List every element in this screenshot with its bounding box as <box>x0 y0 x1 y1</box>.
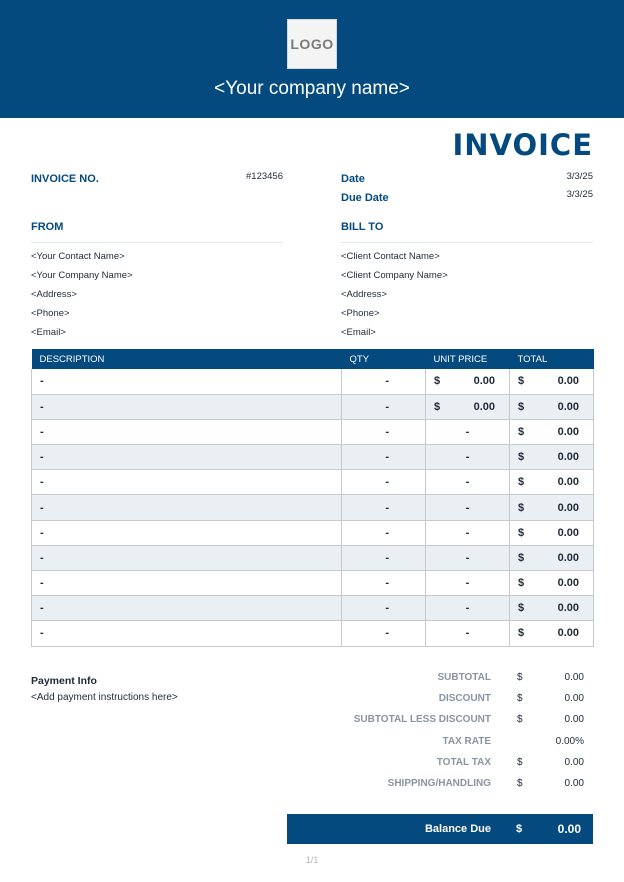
item-unit-price: - <box>465 501 470 514</box>
item-description: - <box>32 394 342 419</box>
line-items-table <box>31 349 594 647</box>
item-unit-price-currency: $ <box>434 375 441 388</box>
item-unit-price: - <box>465 577 470 590</box>
summary-value: 0.00% <box>555 736 584 747</box>
item-total-cell <box>510 445 594 470</box>
item-total-currency: $ <box>518 375 525 388</box>
item-total-cell <box>510 621 594 646</box>
item-total-cell <box>510 369 594 394</box>
bill-to-divider <box>341 242 593 243</box>
item-unit-price-cell <box>426 445 510 470</box>
item-description: - <box>32 545 342 570</box>
table-row <box>32 596 594 621</box>
table-row <box>32 621 594 646</box>
summary-label: DISCOUNT <box>438 693 491 704</box>
item-total: 0.00 <box>557 375 579 388</box>
item-total-cell <box>510 545 594 570</box>
item-qty: - <box>342 419 426 444</box>
item-unit-price: - <box>465 551 470 564</box>
item-total: 0.00 <box>557 400 579 413</box>
from-divider <box>31 242 283 243</box>
item-qty: - <box>342 445 426 470</box>
table-row <box>32 545 594 570</box>
payment-instructions: <Add payment instructions here> <box>31 692 178 703</box>
item-total-currency: $ <box>518 476 525 489</box>
summary-label: TAX RATE <box>442 736 491 747</box>
item-unit-price: - <box>465 451 470 464</box>
due-date-label: Due Date <box>341 192 389 204</box>
balance-due-label: Balance Due <box>424 823 491 835</box>
bill-to-contact-name: <Client Contact Name> <box>341 251 440 262</box>
item-unit-price: - <box>465 425 470 438</box>
item-unit-price-currency: $ <box>434 400 441 413</box>
table-header-row <box>32 349 594 369</box>
item-unit-price: 0.00 <box>473 400 495 413</box>
summary-value: 0.00 <box>564 757 584 768</box>
column-header-qty: QTY <box>342 349 426 369</box>
invoice-number-label: INVOICE NO. <box>31 173 99 185</box>
item-total: 0.00 <box>557 602 579 615</box>
summary-row <box>290 714 584 730</box>
item-total-currency: $ <box>518 451 525 464</box>
from-address: <Address> <box>31 289 77 300</box>
item-description: - <box>32 445 342 470</box>
item-total-cell <box>510 470 594 495</box>
table-row <box>32 470 594 495</box>
summary-label: SHIPPING/HANDLING <box>387 778 491 789</box>
item-unit-price-cell <box>426 621 510 646</box>
bill-to-address: <Address> <box>341 289 387 300</box>
summary-label: SUBTOTAL <box>437 672 491 683</box>
item-total-cell <box>510 394 594 419</box>
summary-value: 0.00 <box>564 714 584 725</box>
item-total-currency: $ <box>518 577 525 590</box>
due-date-value: 3/3/25 <box>566 189 593 200</box>
item-unit-price: - <box>465 526 470 539</box>
item-total: 0.00 <box>557 577 579 590</box>
table-row <box>32 419 594 444</box>
item-unit-price-cell <box>426 470 510 495</box>
table-row <box>32 571 594 596</box>
item-total-cell <box>510 520 594 545</box>
bill-to-phone: <Phone> <box>341 308 380 319</box>
item-total-currency: $ <box>518 425 525 438</box>
item-total-currency: $ <box>518 526 525 539</box>
item-total-cell <box>510 596 594 621</box>
item-total-cell <box>510 495 594 520</box>
summary-row <box>290 672 584 688</box>
summary-value: 0.00 <box>564 778 584 789</box>
summary-row <box>290 757 584 773</box>
item-total: 0.00 <box>557 627 579 640</box>
from-phone: <Phone> <box>31 308 70 319</box>
item-total: 0.00 <box>557 476 579 489</box>
item-unit-price: - <box>465 602 470 615</box>
bill-to-heading: BILL TO <box>341 221 384 233</box>
page-number: 1/1 <box>305 855 319 865</box>
item-qty: - <box>342 470 426 495</box>
item-unit-price-cell <box>426 596 510 621</box>
item-total: 0.00 <box>557 451 579 464</box>
summary-row <box>290 736 584 752</box>
item-description: - <box>32 520 342 545</box>
item-description: - <box>32 596 342 621</box>
table-row <box>32 520 594 545</box>
logo-text: LOGO <box>290 36 334 52</box>
item-total-currency: $ <box>518 627 525 640</box>
item-total: 0.00 <box>557 425 579 438</box>
company-name: <Your company name> <box>214 78 410 99</box>
header-band <box>0 0 624 118</box>
item-total-cell <box>510 419 594 444</box>
payment-info-label: Payment Info <box>31 675 97 687</box>
balance-due-value: 0.00 <box>557 822 581 836</box>
item-qty: - <box>342 394 426 419</box>
item-qty: - <box>342 596 426 621</box>
balance-due-bar <box>287 814 593 844</box>
item-description: - <box>32 369 342 394</box>
item-qty: - <box>342 571 426 596</box>
summary-value: 0.00 <box>564 693 584 704</box>
date-value: 3/3/25 <box>566 171 593 182</box>
item-qty: - <box>342 545 426 570</box>
item-description: - <box>32 571 342 596</box>
item-qty: - <box>342 621 426 646</box>
line-items-body <box>32 369 594 646</box>
summary-value: 0.00 <box>564 672 584 683</box>
table-row <box>32 369 594 394</box>
from-email: <Email> <box>31 327 66 338</box>
item-description: - <box>32 495 342 520</box>
item-description: - <box>32 419 342 444</box>
item-unit-price-cell <box>426 520 510 545</box>
column-header-unit-price: UNIT PRICE <box>426 349 510 369</box>
item-total-currency: $ <box>518 602 525 615</box>
summary-row <box>290 778 584 794</box>
item-unit-price: 0.00 <box>473 375 495 388</box>
item-unit-price-cell <box>426 394 510 419</box>
table-row <box>32 445 594 470</box>
date-label: Date <box>341 173 365 185</box>
item-description: - <box>32 621 342 646</box>
summary-label: TOTAL TAX <box>436 757 491 768</box>
item-total-cell <box>510 571 594 596</box>
summary-currency: $ <box>517 757 523 768</box>
table-row <box>32 394 594 419</box>
item-total: 0.00 <box>557 526 579 539</box>
summary-currency: $ <box>517 672 523 683</box>
logo-placeholder <box>287 19 337 69</box>
table-row <box>32 495 594 520</box>
invoice-title: INVOICE <box>452 128 593 162</box>
invoice-number: #123456 <box>246 171 283 182</box>
item-qty: - <box>342 520 426 545</box>
item-unit-price: - <box>465 476 470 489</box>
item-total-currency: $ <box>518 400 525 413</box>
item-qty: - <box>342 495 426 520</box>
item-unit-price-cell <box>426 419 510 444</box>
summary-label: SUBTOTAL LESS DISCOUNT <box>353 714 491 725</box>
item-total: 0.00 <box>557 501 579 514</box>
item-unit-price-cell <box>426 369 510 394</box>
bill-to-email: <Email> <box>341 327 376 338</box>
item-total-currency: $ <box>518 501 525 514</box>
item-unit-price-cell <box>426 495 510 520</box>
item-unit-price: - <box>465 627 470 640</box>
item-unit-price-cell <box>426 571 510 596</box>
item-total: 0.00 <box>557 551 579 564</box>
summary-row <box>290 693 584 709</box>
column-header-description: DESCRIPTION <box>32 349 342 369</box>
balance-due-currency: $ <box>516 823 523 835</box>
item-qty: - <box>342 369 426 394</box>
item-unit-price-cell <box>426 545 510 570</box>
bill-to-company-name: <Client Company Name> <box>341 270 448 281</box>
column-header-total: TOTAL <box>510 349 594 369</box>
from-company-name: <Your Company Name> <box>31 270 133 281</box>
summary-currency: $ <box>517 693 523 704</box>
summary-currency: $ <box>517 714 523 725</box>
item-total-currency: $ <box>518 551 525 564</box>
from-contact-name: <Your Contact Name> <box>31 251 125 262</box>
from-heading: FROM <box>31 221 64 233</box>
summary-currency: $ <box>517 778 523 789</box>
item-description: - <box>32 470 342 495</box>
